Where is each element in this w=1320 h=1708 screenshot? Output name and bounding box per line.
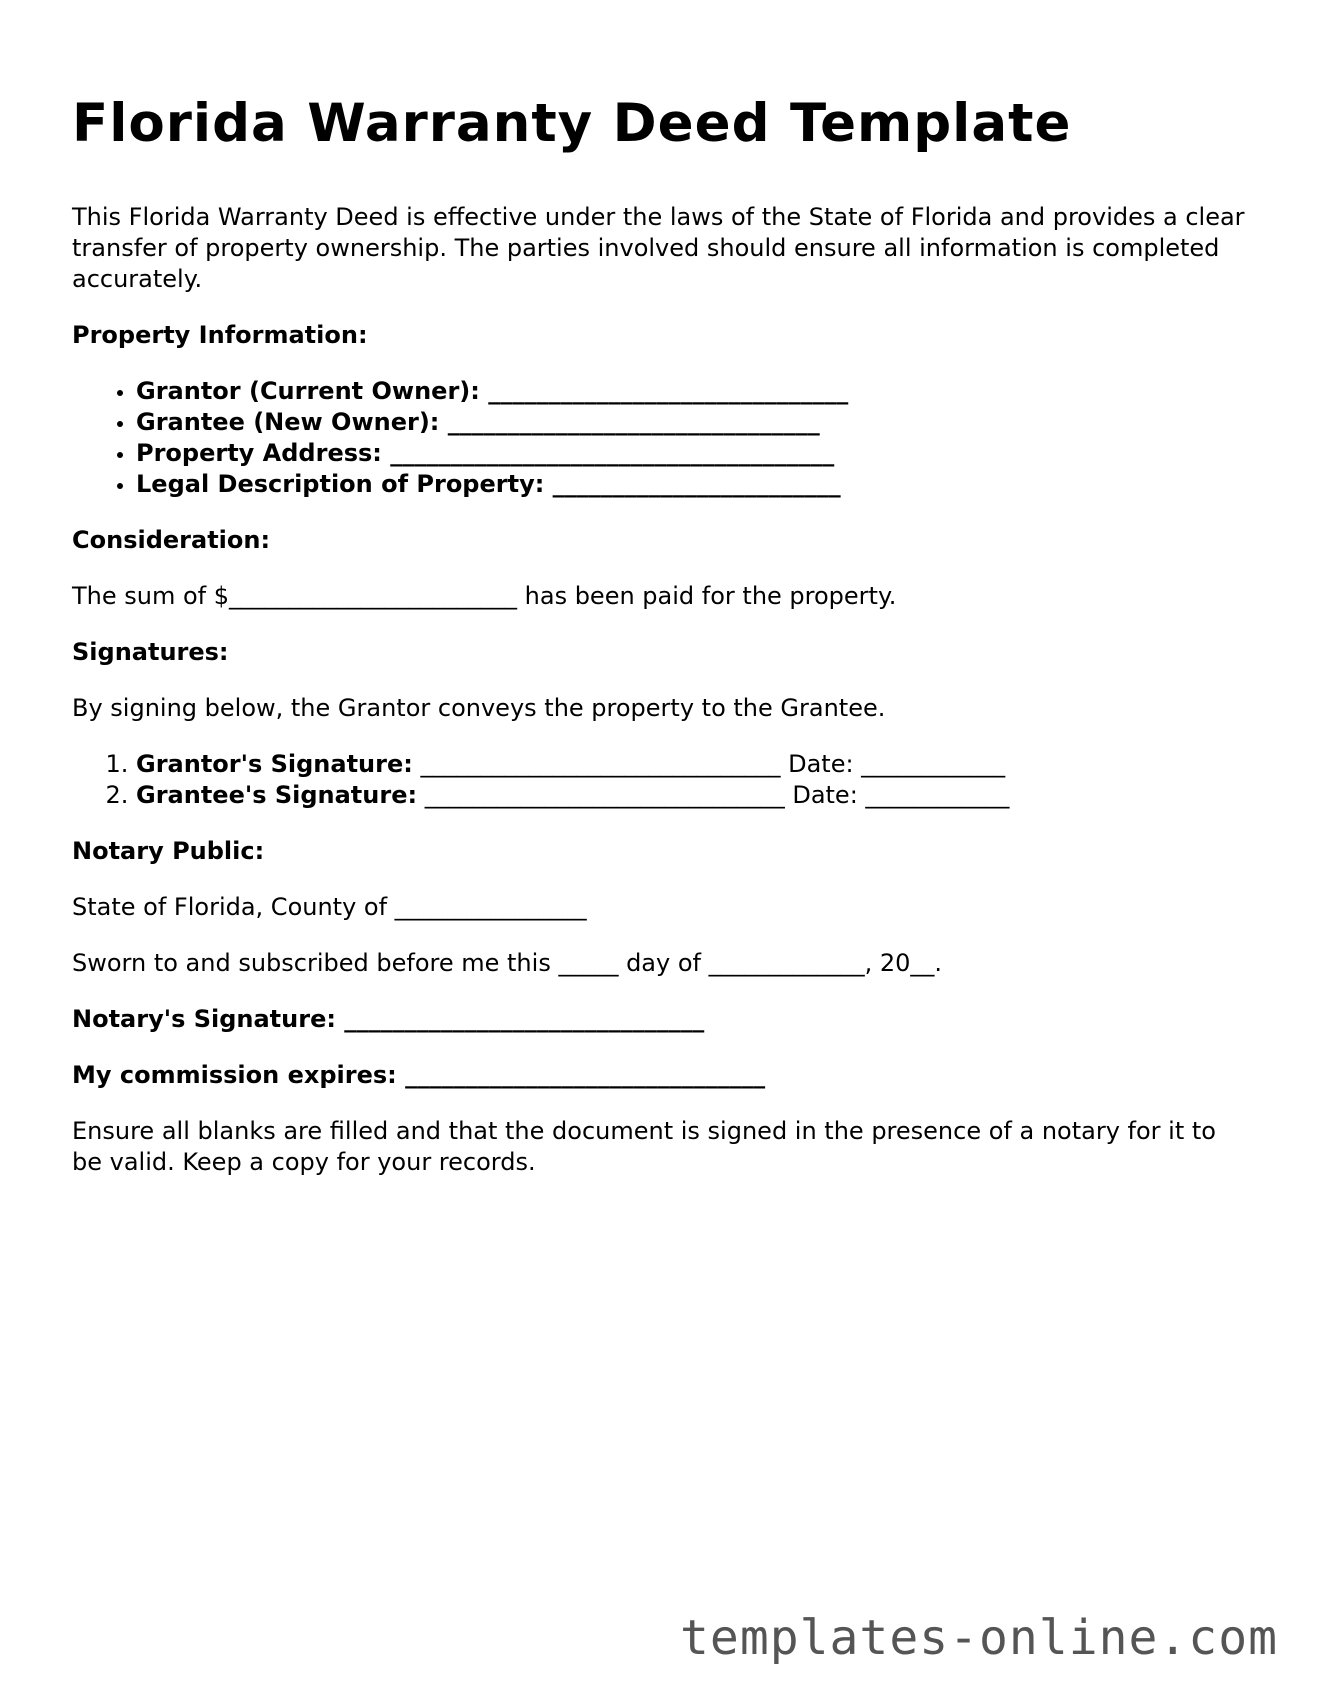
list-item-legal-description bbox=[136, 469, 1252, 500]
property-address-label: Property Address: bbox=[136, 439, 382, 467]
document-title: Florida Warranty Deed Template bbox=[72, 93, 1072, 154]
list-item-grantee bbox=[136, 407, 1252, 438]
legal-description-blank: ________________________ bbox=[544, 470, 841, 498]
property-address-blank: _____________________________________ bbox=[381, 439, 835, 467]
grantor-label: Grantor (Current Owner): bbox=[136, 377, 480, 405]
grantor-signature-label: Grantor's Signature: bbox=[136, 750, 413, 778]
consideration-text: The sum of $________________________ has been paid for the property. bbox=[72, 582, 897, 610]
grantor-blank: ______________________________ bbox=[479, 377, 849, 405]
legal-description-label: Legal Description of Property: bbox=[136, 470, 545, 498]
notary-signature-blank: ______________________________ bbox=[335, 1005, 705, 1033]
consideration-heading: Consideration: bbox=[72, 526, 271, 554]
notary-public-heading: Notary Public: bbox=[72, 837, 265, 865]
property-information-heading: Property Information: bbox=[72, 321, 368, 349]
list-item-property-address bbox=[136, 438, 1252, 469]
signatures-heading: Signatures: bbox=[72, 638, 229, 666]
intro-paragraph: This Florida Warranty Deed is effective under the laws of the State of Florida and provides a clear transfer of property ownership. The parties involved should ensure all information is completed accurately. bbox=[72, 203, 1245, 293]
commission-expires-blank: ______________________________ bbox=[396, 1061, 766, 1089]
grantee-signature-label: Grantee's Signature: bbox=[136, 781, 418, 809]
closing-paragraph: Ensure all blanks are filled and that the document is signed in the presence of a notary for it to be valid. Keep a copy for your records. bbox=[72, 1117, 1216, 1176]
commission-expires-line bbox=[72, 1060, 1252, 1091]
signatures-list bbox=[72, 749, 1252, 811]
notary-signature-line bbox=[72, 1004, 1252, 1035]
document-page bbox=[72, 88, 1252, 1178]
signatures-text: By signing below, the Grantor conveys the property to the Grantee. bbox=[72, 694, 886, 722]
grantor-signature-blank: ______________________________ Date: ____________ bbox=[412, 750, 1006, 778]
grantee-signature-blank: ______________________________ Date: ____________ bbox=[417, 781, 1010, 809]
notary-signature-label: Notary's Signature: bbox=[72, 1005, 336, 1033]
commission-expires-label: My commission expires: bbox=[72, 1061, 397, 1089]
grantee-blank: _______________________________ bbox=[439, 408, 820, 436]
list-item-grantor bbox=[136, 376, 1252, 407]
grantee-label: Grantee (New Owner): bbox=[136, 408, 440, 436]
list-item-grantee-signature bbox=[136, 780, 1252, 811]
notary-county-text: State of Florida, County of ________________ bbox=[72, 893, 587, 921]
watermark-text: templates-online.com bbox=[680, 1610, 1278, 1666]
notary-sworn-text: Sworn to and subscribed before me this _____ day of _____________, 20__. bbox=[72, 949, 943, 977]
list-item-grantor-signature bbox=[136, 749, 1252, 780]
property-information-list bbox=[72, 376, 1252, 500]
